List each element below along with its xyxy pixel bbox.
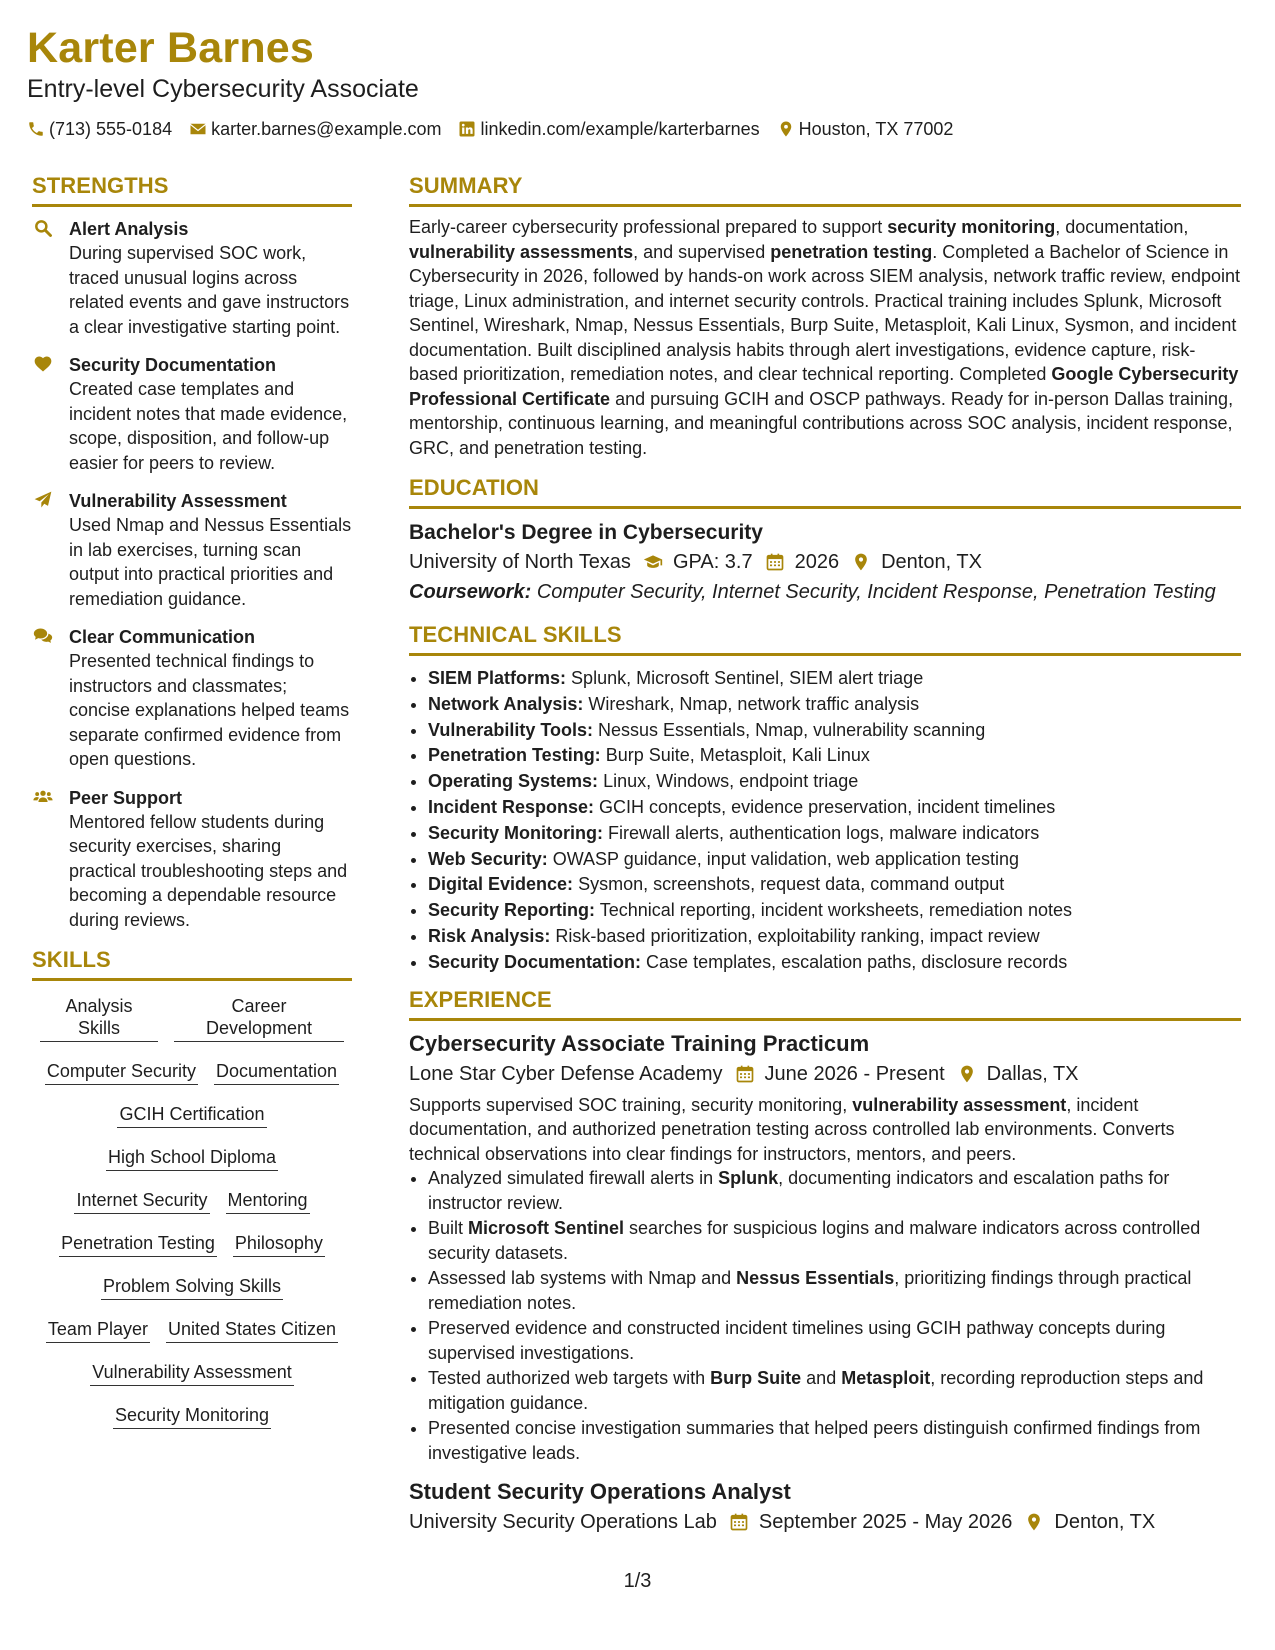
job-description: Supports supervised SOC training, security monitoring, vulnerability assessment, incident documentation, and authorized penetration testing across controlled lab environments. Converts technical observations into clear findings for instructors, mentors, and peers.	[409, 1094, 1175, 1164]
skill-tag: Penetration Testing	[59, 1232, 217, 1257]
strength-title: Peer Support	[69, 787, 183, 808]
list-item: • Digital Evidence: Sysmon, screenshots, request data, command output	[428, 872, 1241, 898]
experience-heading: EXPERIENCE	[409, 986, 1241, 1021]
calendar-icon	[765, 552, 785, 572]
list-item: • Security Monitoring: Firewall alerts, authentication logs, malware indicators	[428, 821, 1241, 847]
list-item: • Analyzed simulated firewall alerts in Splunk, documenting indicators and escalation paths for instructor review.	[428, 1166, 1241, 1215]
candidate-name: Karter Barnes	[27, 24, 315, 72]
heart-icon	[32, 354, 57, 374]
list-item: • Incident Response: GCIH concepts, evidence preservation, incident timelines	[428, 795, 1241, 821]
list-item: • Penetration Testing: Burp Suite, Metasploit, Kali Linux	[428, 743, 1241, 769]
strengths-list	[32, 217, 352, 932]
education-location: Denton, TX	[881, 551, 982, 573]
graduation-year: 2026	[794, 551, 840, 573]
skill-tag: Philosophy	[233, 1232, 325, 1257]
map-pin-icon	[851, 552, 871, 572]
strength-title: Vulnerability Assessment	[69, 491, 287, 511]
list-item: • Risk Analysis: Risk-based prioritization, exploitability ranking, impact review	[428, 924, 1241, 950]
skill-tag: Internet Security	[74, 1189, 209, 1214]
strength-item	[32, 217, 352, 339]
list-item: • Presented concise investigation summaries that helped peers distinguish confirmed findings from investigative leads.	[428, 1416, 1241, 1465]
gpa-text: GPA: 3.7	[672, 551, 753, 573]
skill-row	[32, 1404, 352, 1429]
job-bullets	[409, 1166, 1241, 1465]
job-location: Denton, TX	[1054, 1511, 1156, 1534]
education-meta	[409, 547, 1241, 577]
paper-plane-icon	[32, 490, 57, 510]
list-item: • Built Microsoft Sentinel searches for suspicious logins and malware indicators across controlled security datasets.	[428, 1216, 1241, 1265]
list-item: • Network Analysis: Wireshark, Nmap, network traffic analysis	[428, 692, 1241, 718]
technical-skills-heading: TECHNICAL SKILLS	[409, 621, 1241, 656]
skill-tag: Career Development	[174, 995, 344, 1042]
coursework: Coursework: Computer Security, Internet Security, Incident Response, Penetration Testing	[409, 581, 1216, 603]
degree-title: Bachelor's Degree in Cybersecurity	[409, 521, 763, 544]
strength-title: Clear Communication	[69, 627, 256, 647]
strength-title: Alert Analysis	[69, 219, 189, 239]
users-icon	[32, 787, 57, 807]
experience-entry	[409, 1477, 1241, 1537]
school-name: University of North Texas	[409, 551, 631, 573]
job-location: Dallas, TX	[986, 1062, 1079, 1085]
email-text: karter.barnes@example.com	[211, 119, 442, 139]
resume-header	[27, 22, 1247, 140]
contact-linkedin[interactable]	[458, 118, 759, 140]
skill-row	[32, 1232, 352, 1257]
skill-tag: High School Diploma	[106, 1146, 278, 1171]
summary-text: Early-career cybersecurity professional prepared to support security monitoring, documentation, vulnerability assessments, and supervised penetration testing. Completed a Bachelor of Science in Cybersecurity in 2026, followed by hands-on work across SIEM analysis, network traffic review, endpoint triage, Linux administration, and internet security controls. Practical training includes Splunk, Microsoft Sentinel, Wireshark, Nmap, Nessus Essentials, Burp Suite, Metasploit, Kali Linux, Sysmon, and incident documentation. Built disciplined analysis habits through alert investigations, evidence capture, risk-based prioritization, remediation notes, and clear technical reporting. Completed Google Cybersecurity Professional Certificate and pursuing GCIH and OSCP pathways. Ready for in-person Dallas training, mentorship, continuous learning, and meaningful contributions across SOC analysis, incident response, GRC, and penetration testing.	[409, 217, 1241, 458]
linkedin-text: linkedin.com/example/karterbarnes	[480, 119, 760, 139]
calendar-icon	[729, 1512, 749, 1532]
candidate-headline: Entry-level Cybersecurity Associate	[27, 75, 419, 103]
list-item: • Security Reporting: Technical reporting, incident worksheets, remediation notes	[428, 898, 1241, 924]
strength-title: Security Documentation	[69, 355, 277, 375]
list-item: • Operating Systems: Linux, Windows, endpoint triage	[428, 769, 1241, 795]
skill-tag: Analysis Skills	[40, 995, 158, 1042]
skill-row	[32, 995, 352, 1042]
skill-row	[32, 1189, 352, 1214]
strength-item	[32, 353, 352, 475]
list-item: • Vulnerability Tools: Nessus Essentials, Nmap, vulnerability scanning	[428, 718, 1241, 744]
job-dates: June 2026 - Present	[764, 1062, 945, 1085]
job-meta	[409, 1059, 1241, 1089]
magnifier-icon	[32, 218, 57, 238]
left-column	[32, 172, 352, 1447]
strengths-heading: STRENGTHS	[32, 172, 352, 207]
job-meta	[409, 1507, 1241, 1537]
map-pin-icon	[957, 1064, 977, 1084]
skill-row	[32, 1146, 352, 1171]
job-dates: September 2025 - May 2026	[758, 1511, 1013, 1534]
summary-heading: SUMMARY	[409, 172, 1241, 207]
phone-text: (713) 555-0184	[49, 119, 173, 139]
employer-name: University Security Operations Lab	[409, 1511, 717, 1534]
strength-description: Mentored fellow students during security exercises, sharing practical troubleshooting steps and becoming a dependable resource during reviews.	[69, 811, 348, 930]
employer-name: Lone Star Cyber Defense Academy	[409, 1062, 723, 1085]
skill-row	[32, 1060, 352, 1085]
list-item: • Assessed lab systems with Nmap and Nessus Essentials, prioritizing findings through practical remediation notes.	[428, 1266, 1241, 1315]
skill-tag: Security Monitoring	[113, 1404, 271, 1429]
list-item: • Web Security: OWASP guidance, input validation, web application testing	[428, 847, 1241, 873]
skill-row	[32, 1103, 352, 1128]
graduation-cap-icon	[643, 552, 663, 572]
skill-tag: Mentoring	[226, 1189, 310, 1214]
contact-bar	[27, 118, 1247, 140]
education-heading: EDUCATION	[409, 474, 1241, 509]
job-title: Cybersecurity Associate Training Practicum	[409, 1030, 870, 1056]
list-item: • Preserved evidence and constructed incident timelines using GCIH pathway concepts during supervised investigations.	[428, 1316, 1241, 1365]
skill-row	[32, 1361, 352, 1386]
skill-row	[32, 1275, 352, 1300]
skill-tag: Computer Security	[45, 1060, 198, 1085]
contact-location	[777, 118, 954, 140]
skills-heading: SKILLS	[32, 946, 352, 981]
list-item: • Tested authorized web targets with Burp Suite and Metasploit, recording reproduction steps and mitigation guidance.	[428, 1366, 1241, 1415]
contact-phone[interactable]	[27, 118, 172, 140]
experience-entry	[409, 1029, 1241, 1466]
strength-description: During supervised SOC work, traced unusual logins across related events and gave instructors a clear investigative starting point.	[69, 243, 350, 337]
education-entry	[409, 519, 1241, 607]
strength-description: Created case templates and incident notes that made evidence, scope, disposition, and follow-up easier for peers to review.	[69, 379, 348, 473]
job-title: Student Security Operations Analyst	[409, 1479, 791, 1505]
skill-tag: Vulnerability Assessment	[90, 1361, 293, 1386]
location-text: Houston, TX 77002	[798, 119, 954, 139]
list-item: • Security Documentation: Case templates, escalation paths, disclosure records	[428, 950, 1241, 976]
skill-tag: United States Citizen	[166, 1318, 338, 1343]
skills-list	[32, 995, 352, 1429]
contact-email[interactable]	[189, 118, 441, 140]
page-number: 1/3	[623, 1570, 652, 1592]
chat-bubbles-icon	[32, 626, 57, 646]
right-column	[409, 172, 1241, 1537]
calendar-icon	[735, 1064, 755, 1084]
strength-description: Presented technical findings to instructors and classmates; concise explanations helped teams separate confirmed evidence from open questions.	[69, 651, 350, 769]
skill-tag: Documentation	[214, 1060, 339, 1085]
technical-skills-list	[409, 666, 1241, 976]
skill-tag: GCIH Certification	[117, 1103, 266, 1128]
skill-tag: Problem Solving Skills	[101, 1275, 283, 1300]
envelope-icon	[189, 120, 207, 138]
phone-icon	[27, 120, 45, 138]
map-pin-icon	[1024, 1512, 1044, 1532]
linkedin-icon	[458, 120, 476, 138]
strength-item	[32, 786, 352, 933]
skill-tag: Team Player	[46, 1318, 150, 1343]
strength-description: Used Nmap and Nessus Essentials in lab exercises, turning scan output into practical priorities and remediation guidance.	[69, 515, 352, 609]
map-pin-icon	[777, 120, 795, 138]
list-item: • SIEM Platforms: Splunk, Microsoft Sentinel, SIEM alert triage	[428, 666, 1241, 692]
strength-item	[32, 625, 352, 772]
skill-row	[32, 1318, 352, 1343]
strength-item	[32, 489, 352, 611]
